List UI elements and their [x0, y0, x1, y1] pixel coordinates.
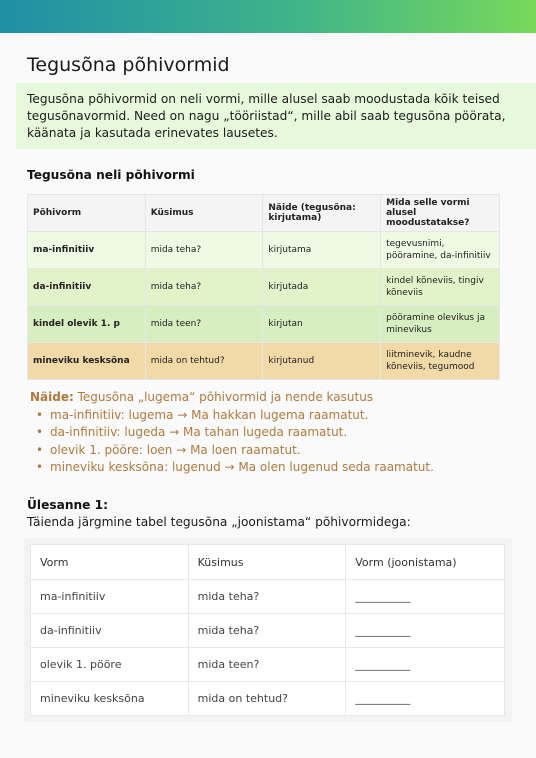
table-row — [31, 682, 505, 716]
table-cell-usage: liitminevik, kaudne kõneviis, tegumood — [381, 343, 500, 380]
task-cell-form: da-infinitiiv — [31, 614, 189, 648]
intro-box — [16, 83, 536, 149]
table-cell-example: kirjutama — [263, 232, 381, 269]
example-label: Näide: — [30, 390, 74, 404]
task-header-cell: Küsimus — [188, 545, 346, 580]
task-header-cell: Vorm (joonistama) — [346, 545, 505, 580]
bullet-icon: • — [36, 425, 44, 439]
table-cell-question: mida teen? — [145, 306, 263, 343]
task-cell-question: mida teen? — [188, 648, 346, 682]
example-item-text: olevik 1. pööre: loen → Ma loen raamatut. — [50, 442, 301, 457]
forms-header-cell: Põhivorm — [28, 195, 146, 232]
table-row — [31, 580, 505, 614]
task-table — [30, 544, 505, 716]
table-cell-question: mida teha? — [145, 232, 263, 269]
answer-blank[interactable]: __________ — [346, 614, 505, 648]
task-cell-question: mida on tehtud? — [188, 682, 346, 716]
table-cell-form: kindel olevik 1. p — [28, 306, 146, 343]
list-item — [36, 424, 510, 442]
task-table-card — [24, 538, 512, 722]
example-item-text: da-infinitiiv: lugeda → Ma tahan lugeda raamatut. — [50, 425, 348, 439]
table-cell-example: kirjutanud — [263, 343, 381, 380]
forms-header-cell: Küsimus — [145, 195, 263, 232]
intro-text: Tegusõna põhivormid on neli vormi, mille alusel saab moodustada kõik teised tegusõnavormid. Need on nagu „tööriistad“, mille abil saab tegusõna pöörata, käänata ja kasutada erinevates lausetes. — [27, 92, 506, 140]
table-cell-example: kirjutan — [263, 306, 381, 343]
answer-blank[interactable]: __________ — [346, 648, 505, 682]
answer-blank[interactable]: __________ — [346, 682, 505, 716]
table-cell-form: da-infinitiiv — [28, 269, 146, 306]
table-cell-example: kirjutada — [263, 269, 381, 306]
header-gradient-bar — [0, 0, 536, 33]
table-row — [28, 232, 500, 269]
list-item — [36, 407, 510, 425]
list-item — [36, 459, 510, 477]
forms-heading: Tegusõna neli põhivormi — [27, 168, 195, 182]
list-item — [36, 442, 510, 460]
bullet-icon: • — [36, 407, 44, 422]
table-cell-usage: tegevusnimi, pööramine, da-infinitiiv — [381, 232, 500, 269]
bullet-icon: • — [36, 442, 44, 457]
task-cell-form: olevik 1. pööre — [31, 648, 189, 682]
table-cell-question: mida on tehtud? — [145, 343, 263, 380]
example-title: Tegusõna „lugema“ põhivormid ja nende kasutus — [77, 390, 374, 404]
example-item-text: ma-infinitiiv: lugema → Ma hakkan lugema raamatut. — [50, 407, 369, 422]
table-cell-form: mineviku kesksõna — [28, 343, 146, 380]
table-cell-form: ma-infinitiiv — [28, 232, 146, 269]
example-item-text: mineviku kesksõna: lugenud → Ma olen lugenud seda raamatut. — [50, 460, 434, 474]
bullet-icon: • — [36, 460, 44, 474]
task-instruction: Täienda järgmine tabel tegusõna „joonistama“ põhivormidega: — [27, 515, 411, 529]
table-row — [28, 269, 500, 306]
forms-table-header-row — [28, 195, 500, 232]
example-lead — [30, 389, 510, 407]
table-row — [31, 614, 505, 648]
example-list — [36, 407, 510, 477]
forms-header-cell: Näide (tegusõna: kirjutama) — [263, 195, 381, 232]
task-heading: Ülesanne 1: — [27, 498, 109, 512]
table-row — [28, 343, 500, 380]
task-cell-form: mineviku kesksõna — [31, 682, 189, 716]
forms-table — [27, 194, 500, 380]
task-cell-question: mida teha? — [188, 614, 346, 648]
answer-blank[interactable]: __________ — [346, 580, 505, 614]
table-row — [31, 648, 505, 682]
task-cell-question: mida teha? — [188, 580, 346, 614]
task-cell-form: ma-infinitiiv — [31, 580, 189, 614]
table-cell-usage: kindel kõneviis, tingiv kõneviis — [381, 269, 500, 306]
task-table-header-row — [31, 545, 505, 580]
forms-header-cell: Mida selle vormi alusel moodustatakse? — [381, 195, 500, 232]
example-section — [30, 389, 510, 477]
worksheet-page — [0, 33, 536, 758]
page-title: Tegusõna põhivormid — [27, 54, 230, 76]
task-header-cell: Vorm — [31, 545, 189, 580]
table-row — [28, 306, 500, 343]
table-cell-question: mida teha? — [145, 269, 263, 306]
table-cell-usage: pööramine olevikus ja minevikus — [381, 306, 500, 343]
